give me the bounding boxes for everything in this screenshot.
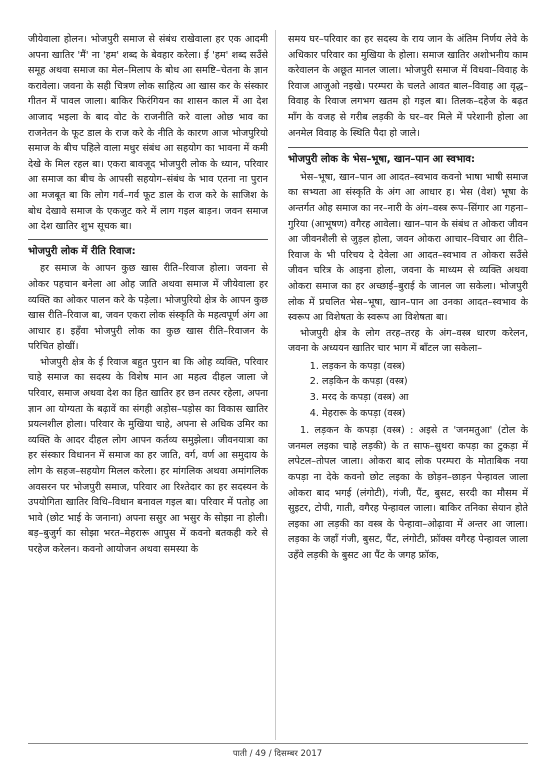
body-paragraph: भोजपुरी क्षेत्र के ई रिवाज बहुत पुरान बा कि ओह व्यक्ति, परिवार चाहे समाज का सदस्य के विशेष मान आ महत्व दीहल जाला जे परिवार, समाज अथवा देश का हित खातिर हर छन तत्पर रहेला, अपना ज्ञान आ योग्यता के बढ़ावें का संगही अड़ोस–पड़ोस का विकास खातिर प्रयत्नशील होला। परिवार के मुखिया चाहे, अपना से अधिक उमिर का व्यक्ति के आदर दीहल लोग आपन कर्तव्य समुझेला। जीवनयात्रा का हर संस्कार विधानन में समाज का हर जाति, वर्ग, वर्ण आ समुदाय के लोग के सहज–सहयोग मिलल करेला। हर मांगलिक अथवा अमांगलिक अवसरन पर भोजपुरी समाज, परिवार आ रिश्तेदार का हर सदस्यन के उपयोगिता खातिर विधि–विधान बनावल गइल बा। परिवार में पतोह आ भावे (छोट भाई के जनाना) अपना ससुर आ भसुर के सोझा ना होली। बड़–बुजुर्ग का सोझा भरत–मेहरारू आपुस में कवनो बतकही करे से परहेज करेलन। कवनो आयोजन अथवा समस्या के	[28, 356, 268, 555]
footer-rule	[28, 743, 528, 744]
body-paragraph: हर समाज के आपन कुछ खास रीति–रिवाज होला। जवना से ओकर पहचान बनेला आ ओह जाति अथवा समाज में जीयेवाला हर व्यक्ति का ओकर पालन करे के पड़ेला। भोजपुरियो क्षेत्र के आपन कुछ खास रीति–रिवाज बा, जवन एकरा लोक संस्कृति के महत्वपूर्ण अंग आ आधार ह। इहँवा भोजपुरी लोक का कुछ खास रीति–रिवाजन के परिचित होखीं।	[28, 263, 268, 353]
body-paragraph: जीयेवाला होलन। भोजपुरी समाज से संबंध राखेवाला हर एक आदमी अपना खातिर 'मैं' ना 'हम' शब्द के बेवहार करेला। ई 'हम' शब्द सउँसे समूह अथवा समाज का मेल–मिलाप के बोध आ समष्टि–चेतना के ज्ञान करावेला। जवना के सही चित्रण लोक साहित्य आ खास कर के संस्कार गीतन में पावल जाला। बाकिर फिरंगियन का शासन काल में आ देश आजाद भइला के बाद वोट के राजनीति करे वाला ओछ भाव का राजनेतन के फूट डाल के राज करे के नीति के कारण आज भोजपुरियो समाज के बीच पहिले वाला मधुर संबंध आ सहयोग का भावना में कमी देखे के मिल रहल बा। एकरा बावजूद भोजपुरी लोक के ध्यान, परिवार आ समाज का बीच के आपसी सहयोग–संबंध के भाव एतना ना पुरान आ मजबूत बा कि लोग गर्व–गर्व फूट डाल के राज करे के साजिश के बोध देखावे समाज के एकजुट करे में लाग गइल बाड़न। जवन समाज आ देश खातिर शुभ सूचक बा।	[28, 34, 268, 233]
list-item: 2. लड़किन के कपड़ा (वस्त्र)	[322, 374, 528, 390]
section-heading-rituals: भोजपुरी लोक में रीति रिवाज:	[28, 239, 268, 260]
list-item: 4. मेहरारू के कपड़ा (वस्त्र)	[322, 406, 528, 422]
body-paragraph: 1. लड़कन के कपड़ा (वस्त्र) : अइसे त 'जनमतुआ' (टोल के जनमल लइका चाहे लड़की) के त साफ–सुथरा कपड़ा का टुकड़ा में लपेटल–तोपल जाला। ओकरा बाद लोक परम्परा के मोताबिक नया कपड़ा ना देके कवनो छोट लइका के छोड़न–छाड़न पेन्हावल जाला ओकरा बाद भगई (लंगोटी), गंजी, पैंट, बुसट, सरदी का मौसम में सुइटर, टोपी, गाती, वगैरह पेन्हावल जाला। बाकिर तनिका सेयान होते लइका आ लड़की का वस्त्र के पेन्हावा–ओढ़ावा में अन्तर आ जाला। लड़का के जहाँ गंजी, बुसट, पैंट, लंगोटी, फ्रॉक्स वगैरह पेन्हावल जाला उहँवे लड़की के बुसट आ पैंट के जगह फ्रॉक,	[288, 425, 528, 561]
list-item: 3. मरद के कपड़ा (वस्त्र) आ	[322, 390, 528, 406]
page-footer: पाती / 49 / दिसम्बर 2017	[232, 749, 323, 759]
list-item: 1. लड़कन के कपड़ा (वस्त्र)	[322, 359, 528, 375]
body-paragraph: समय घर–परिवार का हर सदस्य के राय जान के अंतिम निर्णय लेवे के अधिकार परिवार का मुखिया के होला। समाज खातिर अशोभनीय काम करेवालन के अछूत मानल जाला। भोजपुरी समाज में विधवा–विवाह के रिवाज आजुओ नइखे। परम्परा के चलते आवत बाल–विवाह आ वृद्ध–विवाह के रिवाज लगभग खतम हो गइल बा। तिलक–दहेज के बढ़त माँग के वजह से गरीब लड़की के घर–वर मिले में परेशानी होला आ अनमेल विवाह के स्थिति पैदा हो जाले।	[288, 34, 528, 139]
section-heading-attire-food: भोजपुरी लोक के भेस–भूषा, खान–पान आ स्वभाव:	[288, 147, 528, 168]
left-column	[28, 32, 268, 738]
body-paragraph: भोजपुरी क्षेत्र के लोग तरह–तरह के अंग–वस्त्र धारण करेलन, जवना के अध्ययन खातिर चार भाग में बाँटल जा सकेला–	[288, 327, 528, 355]
body-paragraph: भेस–भूषा, खान–पान आ आदत–स्वभाव कवनो भाषा भाषी समाज का सभ्यता आ संस्कृति के अंग आ आधार ह। भेस (वेश) भूषा के अन्तर्गत ओह समाज का नर–नारी के अंग–वस्त्र रूप–सिंगार आ गहना–गुरिया (आभूषण) वगैरह आवेला। खान–पान के संबंध त ओकरा जीवन आ जीवनशैली से जुड़ल होला, जवन ओकरा आचार–विचार आ रीति–रिवाज के भी परिचय दे देवेला आ आदत–स्वभाव त ओकरा सउँसे जीवन चरित्र के आइना होला, जवना के माध्यम से व्यक्ति अथवा ओकरा समाज का हर अच्छाई–बुराई के जानल जा सकेला। भोजपुरी लोक में प्रचलित भेस–भूषा, खान–पान आ उनका आदत–स्वभाव के स्वरूप आ विशेषता के स्वरूप आ विशेषता बा।	[288, 171, 528, 324]
right-column	[288, 32, 528, 738]
column-divider	[275, 30, 276, 740]
clothing-category-list	[288, 359, 528, 421]
